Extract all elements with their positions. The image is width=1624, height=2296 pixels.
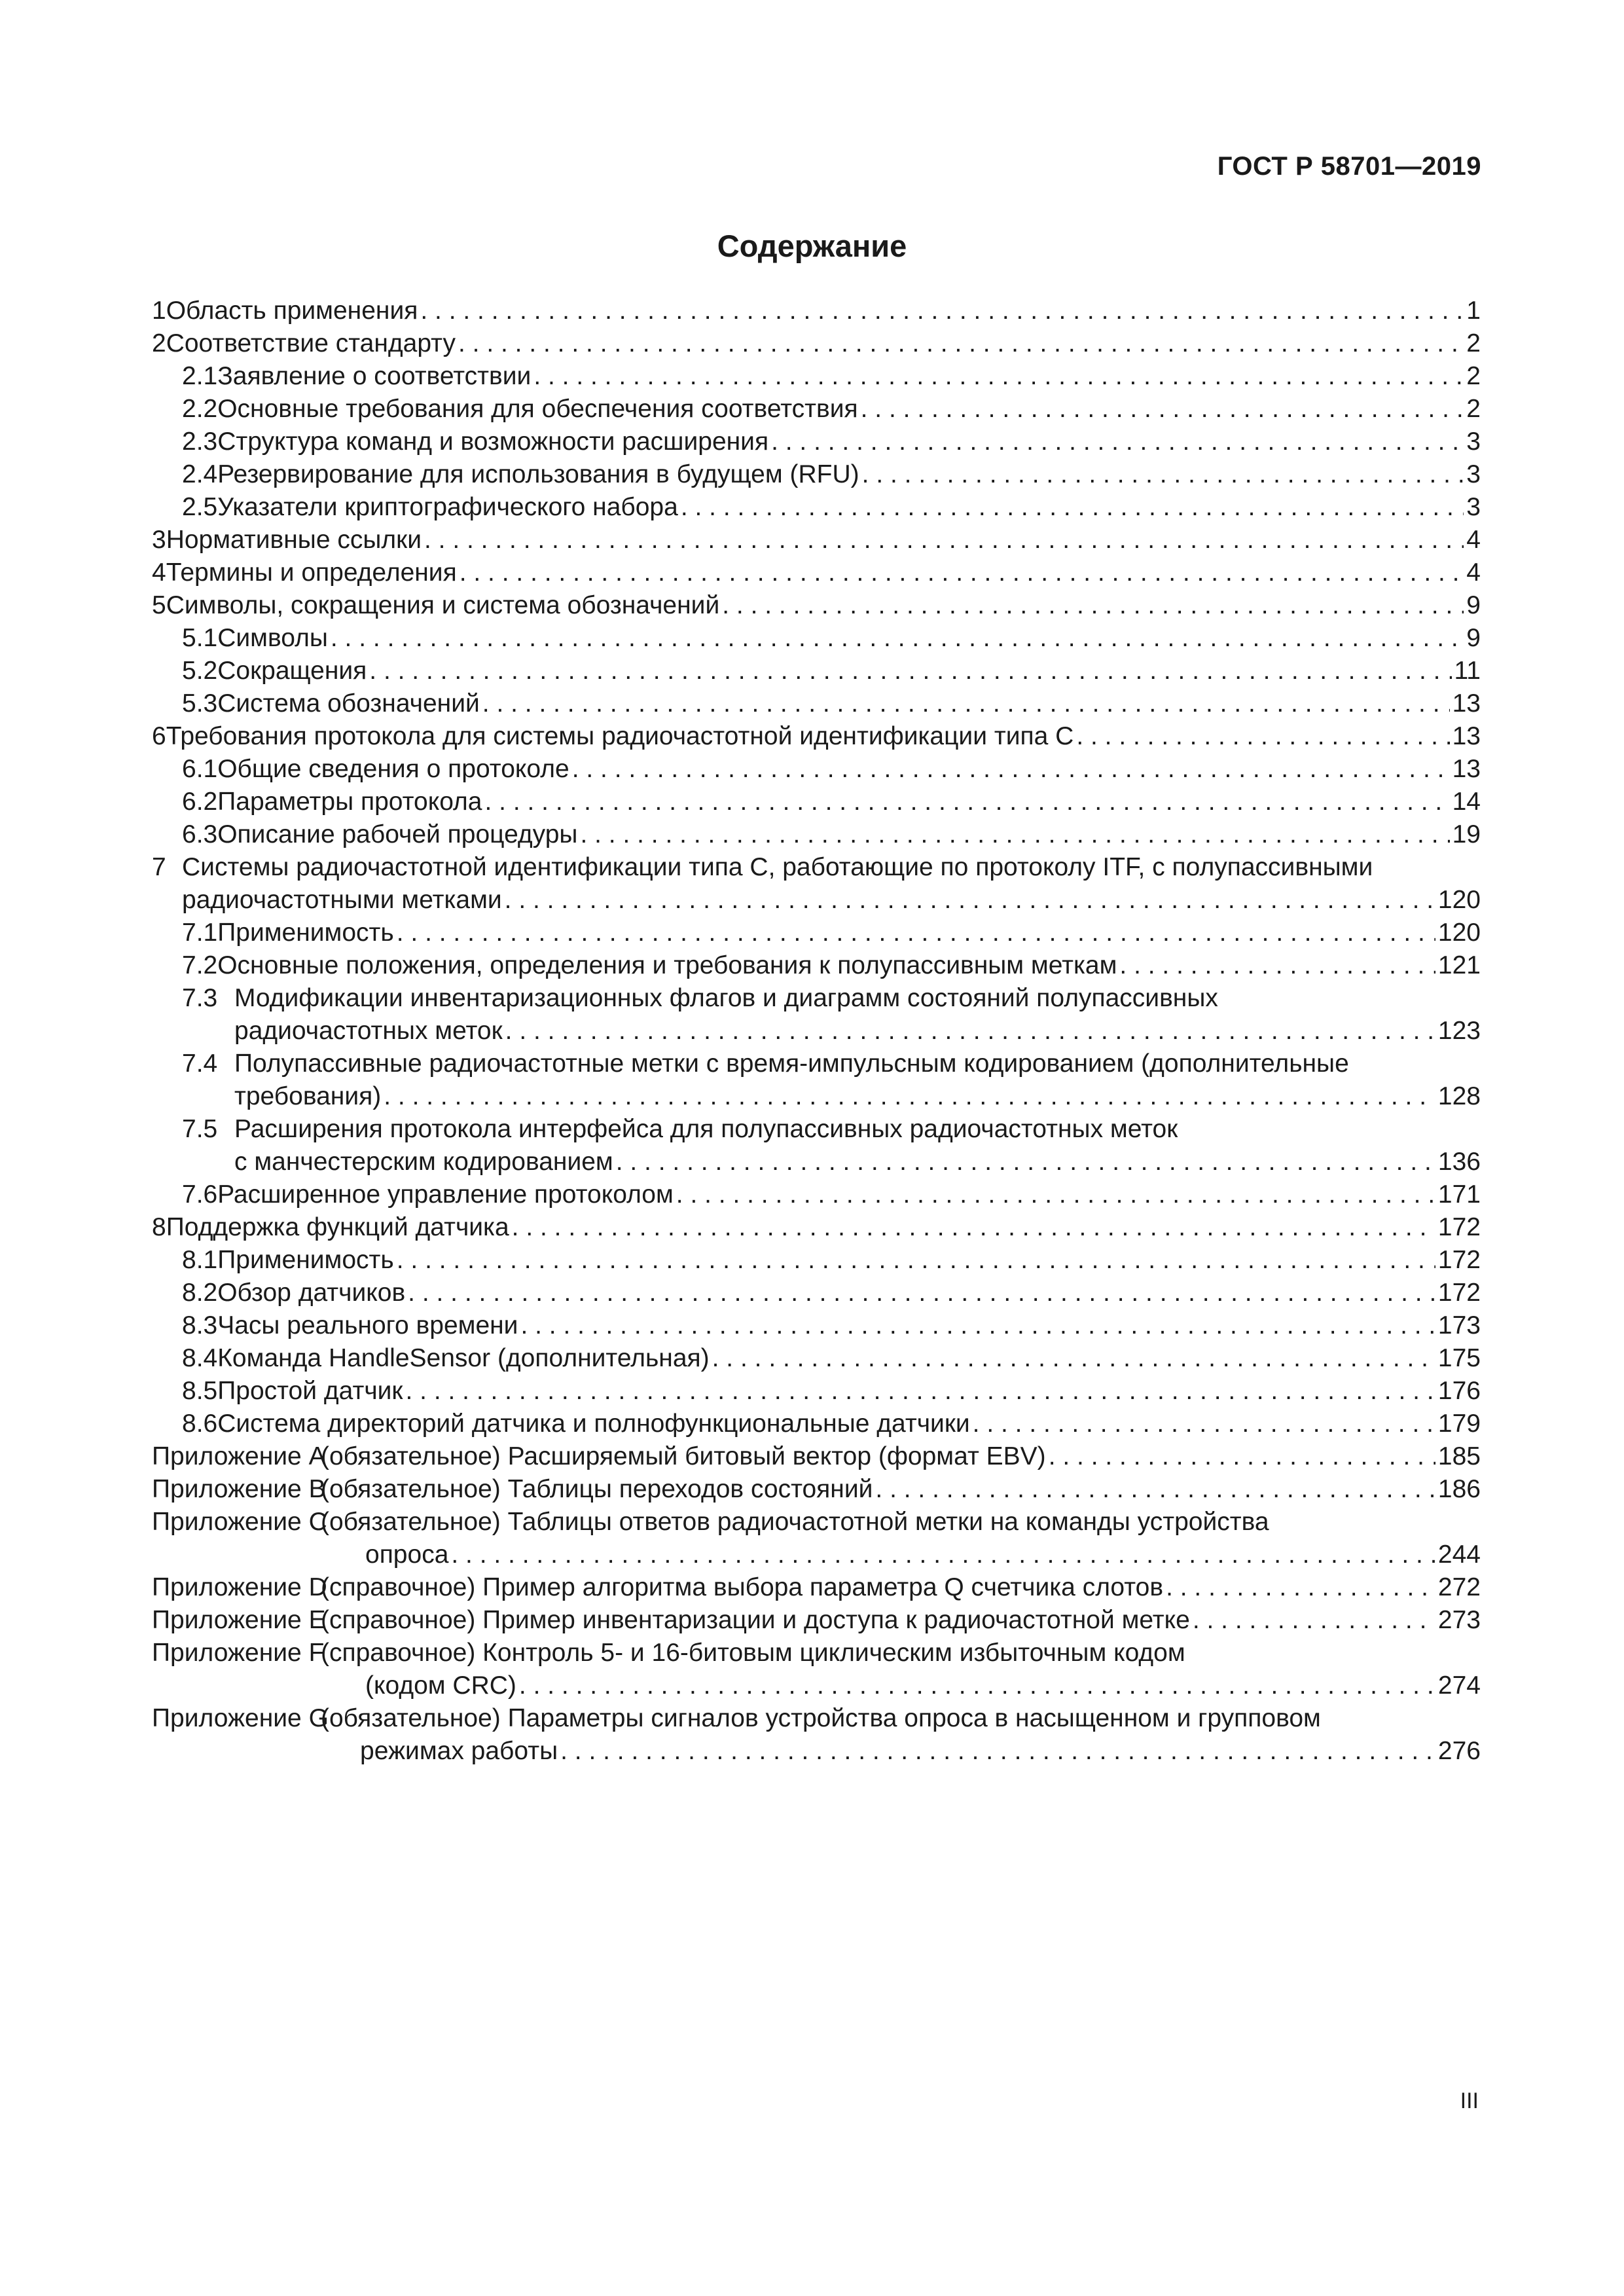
toc-entry-8-6[interactable]: [152, 1408, 1481, 1440]
dot-leader: [676, 1178, 1435, 1211]
entry-title: Общие сведения о протоколе: [217, 755, 569, 783]
entry-title: Обзор датчиков: [217, 1279, 406, 1307]
dot-leader: [482, 687, 1450, 720]
entry-number: Приложение G: [152, 1704, 329, 1732]
entry-number: 7.6: [182, 1180, 218, 1209]
entry-title: Нормативные ссылки: [166, 526, 422, 554]
document-code: ГОСТ Р 58701—2019: [1217, 152, 1481, 181]
dot-leader: [408, 1277, 1435, 1309]
entry-title: Расширенное управление протоколом: [217, 1180, 674, 1209]
entry-title: Символы, сокращения и система обозначений: [166, 591, 720, 619]
entry-title-line2: опроса: [365, 1540, 449, 1569]
dot-leader: [560, 1735, 1435, 1768]
entry-page: 272: [1437, 1573, 1481, 1601]
entry-page: 2: [1466, 395, 1481, 423]
toc-entry-2-2[interactable]: [152, 393, 1481, 426]
toc-entry-6-3[interactable]: [152, 818, 1481, 851]
dot-leader: [722, 589, 1464, 622]
toc-entry-appendix-c[interactable]: [152, 1506, 1481, 1571]
entry-title-line1: (обязательное) Параметры сигналов устройства опроса в насыщенном и групповом: [321, 1704, 1321, 1732]
entry-page: 179: [1437, 1410, 1481, 1438]
dot-leader: [572, 753, 1450, 786]
entry-page: 3: [1466, 493, 1481, 521]
entry-title: Описание рабочей процедуры: [217, 820, 578, 848]
entry-title-line1: Модификации инвентаризационных флагов и диаграмм состояний полупассивных: [234, 984, 1218, 1012]
entry-title: Поддержка функций датчика: [166, 1213, 509, 1241]
dot-leader: [484, 786, 1449, 818]
entry-page: 172: [1437, 1279, 1481, 1307]
dot-leader: [420, 295, 1464, 327]
toc-entry-8-3[interactable]: [152, 1309, 1481, 1342]
entry-title-line2: режимах работы: [360, 1737, 558, 1765]
entry-number: Приложение С: [152, 1508, 327, 1536]
entry-page: 120: [1437, 886, 1481, 914]
toc-entry-8-2[interactable]: [152, 1277, 1481, 1309]
dot-leader: [1076, 720, 1449, 753]
entry-title: Простой датчик: [217, 1377, 403, 1405]
entry-number: 1: [152, 297, 166, 325]
toc-entry-8-1[interactable]: [152, 1244, 1481, 1277]
entry-title-line2: (кодом CRC): [365, 1671, 516, 1700]
toc-entry-2-3[interactable]: [152, 426, 1481, 458]
entry-page: 121: [1437, 951, 1481, 979]
entry-page: 276: [1437, 1737, 1481, 1765]
entry-title: Термины и определения: [166, 558, 457, 587]
toc-entry-6-2[interactable]: [152, 786, 1481, 818]
entry-number: 8.5: [182, 1377, 218, 1405]
entry-title: Соответствие стандарту: [166, 329, 456, 357]
entry-page: 176: [1437, 1377, 1481, 1405]
entry-number: 8: [152, 1213, 166, 1241]
entry-number: 2.5: [182, 493, 218, 521]
entry-page: 13: [1452, 689, 1481, 718]
dot-leader: [875, 1473, 1435, 1506]
entry-page: 13: [1452, 755, 1481, 783]
entry-number: 6.1: [182, 755, 218, 783]
toc-entry-7-2[interactable]: [152, 949, 1481, 982]
entry-number: 2: [152, 329, 166, 357]
toc-entry-7-3[interactable]: [152, 982, 1481, 1048]
entry-title: (справочное) Пример инвентаризации и доступа к радиочастотной метке: [321, 1606, 1190, 1634]
entry-number: 8.3: [182, 1311, 218, 1339]
entry-page: 14: [1452, 788, 1481, 816]
entry-title-line1: Системы радиочастотной идентификации типа С, работающие по протоколу ITF, с полупассивными: [182, 853, 1373, 881]
entry-title: Структура команд и возможности расширения: [217, 428, 769, 456]
entry-title-line1: (справочное) Контроль 5- и 16-битовым циклическим избыточным кодом: [321, 1639, 1185, 1667]
entry-number: Приложение Е: [152, 1606, 326, 1634]
entry-number: 8.2: [182, 1279, 218, 1307]
entry-page: 9: [1466, 624, 1481, 652]
toc-entry-6[interactable]: [152, 720, 1481, 753]
entry-number: 2.2: [182, 395, 218, 423]
table-of-contents: [152, 295, 1481, 1768]
entry-page: 13: [1452, 722, 1481, 750]
entry-number: Приложение F: [152, 1639, 325, 1667]
dot-leader: [451, 1539, 1435, 1571]
dot-leader: [397, 1244, 1435, 1277]
toc-entry-2-1[interactable]: [152, 360, 1481, 393]
dot-leader: [712, 1342, 1435, 1375]
entry-number: 5.1: [182, 624, 218, 652]
entry-number: Приложение В: [152, 1475, 326, 1503]
entry-title: Основные положения, определения и требования к полупассивным меткам: [217, 951, 1117, 979]
dot-leader: [1049, 1440, 1435, 1473]
entry-page: 11: [1454, 657, 1481, 685]
dot-leader: [861, 393, 1464, 426]
toc-entry-appendix-d[interactable]: [152, 1571, 1481, 1604]
entry-title: (обязательное) Таблицы переходов состояний: [321, 1475, 873, 1503]
toc-entry-5-2[interactable]: [152, 655, 1481, 687]
entry-number: 4: [152, 558, 166, 587]
dot-leader: [520, 1309, 1435, 1342]
dot-leader: [331, 622, 1464, 655]
entry-page: 2: [1466, 329, 1481, 357]
dot-leader: [460, 556, 1464, 589]
entry-title: Часы реального времени: [217, 1311, 518, 1339]
entry-title: Символы: [217, 624, 328, 652]
toc-entry-7-6[interactable]: [152, 1178, 1481, 1211]
entry-page: 273: [1437, 1606, 1481, 1634]
entry-page: 172: [1437, 1213, 1481, 1241]
entry-number: 6.3: [182, 820, 218, 848]
entry-title-line1: Расширения протокола интерфейса для полупассивных радиочастотных меток: [234, 1115, 1178, 1143]
entry-page: 3: [1466, 428, 1481, 456]
entry-page: 3: [1466, 460, 1481, 488]
entry-title-line2: требования): [234, 1082, 382, 1110]
dot-leader: [458, 327, 1464, 360]
dot-leader: [505, 1015, 1435, 1048]
entry-number: 7: [152, 853, 166, 881]
dot-leader: [1119, 949, 1435, 982]
entry-title: Заявление о соответствии: [217, 362, 532, 390]
entry-page: 172: [1437, 1246, 1481, 1274]
dot-leader: [397, 917, 1435, 949]
entry-title-line2: с манчестерским кодированием: [234, 1148, 613, 1176]
entry-title: Основные требования для обеспечения соответствия: [217, 395, 858, 423]
entry-title: Система обозначений: [217, 689, 480, 718]
entry-title: Сокращения: [217, 657, 367, 685]
entry-page: 244: [1437, 1540, 1481, 1569]
entry-number: 8.6: [182, 1410, 218, 1438]
entry-title: Система директорий датчика и полнофункциональные датчики: [217, 1410, 970, 1438]
toc-entry-5[interactable]: [152, 589, 1481, 622]
entry-title: Параметры протокола: [217, 788, 482, 816]
toc-entry-8-4[interactable]: [152, 1342, 1481, 1375]
toc-entry-1[interactable]: [152, 295, 1481, 327]
entry-title: Область применения: [166, 297, 418, 325]
toc-entry-appendix-b[interactable]: [152, 1473, 1481, 1506]
dot-leader: [512, 1211, 1435, 1244]
entry-number: 7.3: [182, 984, 218, 1012]
entry-number: 7.1: [182, 919, 218, 947]
toc-entry-4[interactable]: [152, 556, 1481, 589]
entry-number: Приложение А: [152, 1442, 326, 1470]
toc-entry-appendix-e[interactable]: [152, 1604, 1481, 1637]
entry-title-line2: радиочастотными метками: [182, 886, 502, 914]
entry-number: 8.4: [182, 1344, 218, 1372]
toc-entry-appendix-a[interactable]: [152, 1440, 1481, 1473]
entry-page: 136: [1437, 1148, 1481, 1176]
entry-number: 2.1: [182, 362, 218, 390]
dot-leader: [405, 1375, 1435, 1408]
entry-number: 6: [152, 722, 166, 750]
entry-page: 19: [1452, 820, 1481, 848]
entry-number: 3: [152, 526, 166, 554]
entry-page: 185: [1437, 1442, 1481, 1470]
entry-number: 6.2: [182, 788, 218, 816]
toc-entry-appendix-f[interactable]: [152, 1637, 1481, 1702]
entry-number: 5.2: [182, 657, 218, 685]
entry-page: 9: [1466, 591, 1481, 619]
dot-leader: [519, 1669, 1435, 1702]
entry-page: 4: [1466, 526, 1481, 554]
toc-title: Содержание: [717, 228, 907, 263]
toc-entry-7-1[interactable]: [152, 917, 1481, 949]
entry-number: 7.5: [182, 1115, 218, 1143]
entry-page: 186: [1437, 1475, 1481, 1503]
dot-leader: [1193, 1604, 1435, 1637]
toc-entry-2[interactable]: [152, 327, 1481, 360]
toc-entry-7-5[interactable]: [152, 1113, 1481, 1178]
entry-number: 2.3: [182, 428, 218, 456]
entry-number: 2.4: [182, 460, 218, 488]
entry-page: 128: [1437, 1082, 1481, 1110]
dot-leader: [973, 1408, 1435, 1440]
dot-leader: [771, 426, 1464, 458]
entry-title: Применимость: [217, 1246, 394, 1274]
toc-entry-8-5[interactable]: [152, 1375, 1481, 1408]
entry-title-line1: Полупассивные радиочастотные метки с время-импульсным кодированием (дополнительные: [234, 1049, 1349, 1078]
dot-leader: [681, 491, 1464, 524]
toc-entry-7[interactable]: [152, 851, 1481, 917]
entry-page: 171: [1437, 1180, 1481, 1209]
page-number: III: [1460, 2088, 1479, 2113]
entry-page: 123: [1437, 1017, 1481, 1045]
entry-page: 274: [1437, 1671, 1481, 1700]
dot-leader: [533, 360, 1464, 393]
entry-number: 7.2: [182, 951, 218, 979]
entry-number: Приложение D: [152, 1573, 327, 1601]
entry-page: 175: [1437, 1344, 1481, 1372]
entry-page: 1: [1466, 297, 1481, 325]
entry-title-line1: (обязательное) Таблицы ответов радиочастотной метки на команды устройства: [321, 1508, 1269, 1536]
dot-leader: [369, 655, 1451, 687]
entry-title: (справочное) Пример алгоритма выбора параметра Q счетчика слотов: [321, 1573, 1164, 1601]
toc-entry-3[interactable]: [152, 524, 1481, 556]
entry-page: 2: [1466, 362, 1481, 390]
toc-entry-6-1[interactable]: [152, 753, 1481, 786]
toc-entry-appendix-g[interactable]: [152, 1702, 1481, 1768]
entry-number: 5.3: [182, 689, 218, 718]
dot-leader: [616, 1146, 1435, 1178]
dot-leader: [505, 884, 1435, 917]
entry-title: Указатели криптографического набора: [217, 493, 678, 521]
dot-leader: [384, 1080, 1435, 1113]
entry-page: 120: [1437, 919, 1481, 947]
entry-page: 4: [1466, 558, 1481, 587]
dot-leader: [862, 458, 1464, 491]
entry-page: 173: [1437, 1311, 1481, 1339]
entry-title: (обязательное) Расширяемый битовый вектор (формат EBV): [321, 1442, 1046, 1470]
entry-title: Команда HandleSensor (дополнительная): [217, 1344, 710, 1372]
dot-leader: [424, 524, 1464, 556]
dot-leader: [580, 818, 1449, 851]
entry-number: 5: [152, 591, 166, 619]
toc-entry-2-4[interactable]: [152, 458, 1481, 491]
entry-title: Требования протокола для системы радиочастотной идентификации типа С: [166, 722, 1074, 750]
entry-title-line2: радиочастотных меток: [234, 1017, 503, 1045]
entry-number: 7.4: [182, 1049, 218, 1078]
toc-entry-2-5[interactable]: [152, 491, 1481, 524]
entry-number: 8.1: [182, 1246, 218, 1274]
toc-entry-8[interactable]: [152, 1211, 1481, 1244]
toc-entry-7-4[interactable]: [152, 1048, 1481, 1113]
entry-title: Применимость: [217, 919, 394, 947]
dot-leader: [1166, 1571, 1435, 1604]
toc-entry-5-3[interactable]: [152, 687, 1481, 720]
entry-title: Резервирование для использования в будущем (RFU): [217, 460, 859, 488]
toc-entry-5-1[interactable]: [152, 622, 1481, 655]
